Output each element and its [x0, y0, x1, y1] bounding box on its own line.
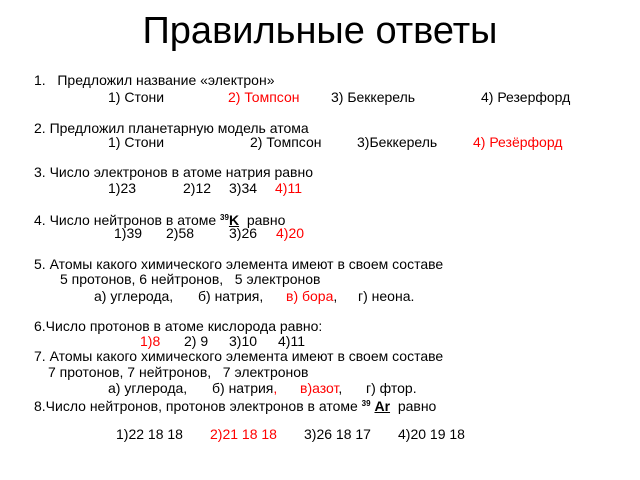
- answer-4-1: 1)39: [114, 225, 143, 241]
- question-4-text-end: равно: [246, 212, 286, 228]
- isotope-mass-number: 39: [361, 399, 371, 408]
- answer-8-2-correct: 2)21 18 18: [210, 426, 277, 442]
- answer-1-1: 1) Стони: [108, 89, 165, 105]
- answer-6-2: 2) 9: [184, 333, 209, 349]
- question-2-text: 2. Предложил планетарную модель атома: [34, 120, 309, 136]
- answer-8-1: 1)22 18 18: [116, 426, 183, 442]
- answer-2-4-correct: 4) Резёрфорд: [473, 134, 563, 150]
- question-7-text: 7. Атомы какого химического элемента имеют в своем составе: [34, 348, 444, 364]
- question-1-number: 1.: [34, 72, 46, 88]
- answer-4-2: 2)58: [166, 225, 195, 241]
- answer-8-4: 4)20 19 18: [398, 426, 465, 442]
- question-7-composition: 7 протонов, 7 нейтронов, 7 электронов: [48, 364, 309, 380]
- answer-7-3-comma: ,: [338, 380, 343, 396]
- answer-5-3: [286, 288, 337, 305]
- answer-3-4-correct: 4)11: [275, 180, 302, 196]
- answer-1-3: 3) Беккерель: [331, 89, 416, 105]
- answer-5-3-comma: ,: [333, 288, 338, 304]
- slide-title: Правильные ответы: [142, 10, 498, 52]
- answer-1-2-correct: 2) Томпсон: [228, 89, 300, 105]
- element-symbol: K: [228, 212, 240, 228]
- answer-6-3: 3)10: [229, 333, 258, 349]
- element-symbol: Ar: [374, 398, 391, 414]
- answer-7-2-text: б) натрия: [212, 380, 274, 396]
- answer-3-1: 1)23: [108, 180, 137, 196]
- answer-5-3-correct: в) бора: [286, 288, 334, 304]
- question-8-text: 8.Число нейтронов, протонов электронов в атоме: [34, 398, 358, 414]
- answer-2-2: 2) Томпсон: [250, 134, 322, 150]
- question-8-text-end: равно: [397, 398, 437, 414]
- answer-1-4: 4) Резерфорд: [481, 89, 571, 105]
- isotope-mass-number: 39: [220, 213, 229, 222]
- answer-3-2: 2)12: [183, 180, 212, 196]
- question-3-text: 3. Число электронов в атоме натрия равно: [34, 164, 313, 180]
- answer-4-4-correct: 4)20: [276, 225, 305, 241]
- answer-7-4: г) фтор.: [366, 380, 417, 396]
- answer-5-4: г) неона.: [358, 288, 415, 304]
- question-8: [34, 395, 436, 415]
- question-1: [34, 72, 275, 89]
- answer-7-2-comma: ,: [273, 380, 278, 396]
- answer-7-3-correct: в)азот: [300, 380, 339, 396]
- question-5-composition: 5 протонов, 6 нейтронов, 5 электронов: [60, 271, 321, 287]
- answer-5-1: а) углерода,: [94, 288, 174, 304]
- answer-5-2: б) натрия,: [198, 288, 264, 304]
- question-4-text: 4. Число нейтронов в атоме: [34, 212, 217, 228]
- answer-2-3: 3)Беккерель: [357, 134, 438, 150]
- answer-4-3: 3)26: [229, 225, 258, 241]
- answer-3-3: 3)34: [229, 180, 258, 196]
- answer-6-4: 4)11: [278, 333, 305, 349]
- answer-7-1: а) углерода,: [108, 380, 188, 396]
- answer-6-1-correct: 1)8: [140, 333, 161, 349]
- question-6-text: 6.Число протонов в атоме кислорода равно:: [34, 318, 323, 334]
- question-1-text: Предложил название «электрон»: [57, 72, 275, 88]
- answer-2-1: 1) Стони: [108, 134, 165, 150]
- question-5-text: 5. Атомы какого химического элемента имеют в своем составе: [34, 256, 444, 272]
- answer-8-3: 3)26 18 17: [304, 426, 371, 442]
